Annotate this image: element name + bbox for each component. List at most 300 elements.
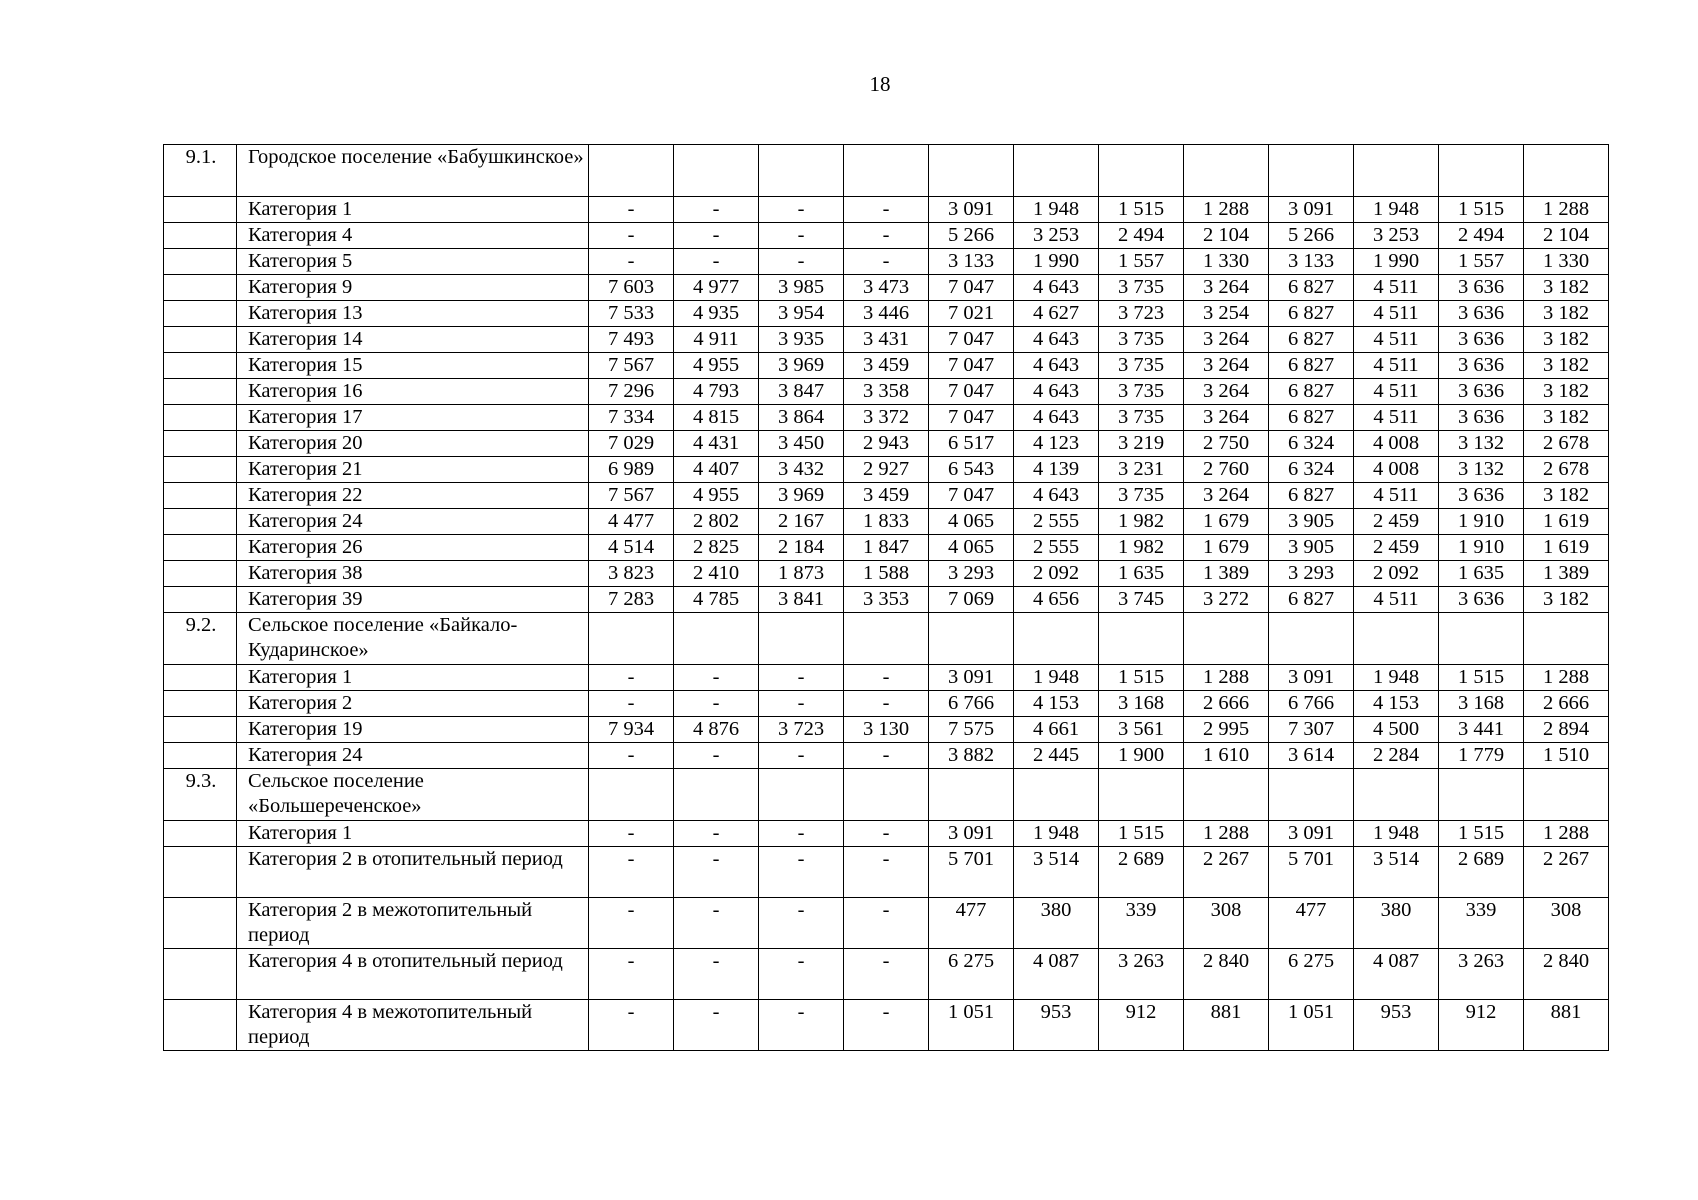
value-cell: 4 511 [1354, 327, 1439, 353]
value-cell: 3 091 [1269, 197, 1354, 223]
value-cell: 477 [929, 898, 1014, 949]
value-cell: 3 723 [759, 717, 844, 743]
value-cell: 7 069 [929, 587, 1014, 613]
value-cell: 2 410 [674, 561, 759, 587]
empty-cell [164, 197, 237, 223]
value-cell: 3 293 [929, 561, 1014, 587]
value-cell: 7 334 [589, 405, 674, 431]
value-cell: 7 934 [589, 717, 674, 743]
value-cell: 4 008 [1354, 457, 1439, 483]
table-row [164, 717, 1609, 743]
value-cell: - [674, 949, 759, 1000]
value-cell: 1 515 [1099, 665, 1184, 691]
value-cell: 3 561 [1099, 717, 1184, 743]
value-cell: - [759, 223, 844, 249]
category-label: Категория 4 [237, 223, 589, 249]
value-cell: 6 827 [1269, 483, 1354, 509]
value-cell: 912 [1099, 1000, 1184, 1051]
value-cell: 4 643 [1014, 327, 1099, 353]
value-cell: - [844, 249, 929, 275]
value-cell: 881 [1184, 1000, 1269, 1051]
value-cell: 4 153 [1354, 691, 1439, 717]
value-cell: 3 735 [1099, 275, 1184, 301]
value-cell: 4 643 [1014, 483, 1099, 509]
section-row [164, 769, 1609, 821]
value-cell: 4 065 [929, 535, 1014, 561]
value-cell: 4 656 [1014, 587, 1099, 613]
value-cell: 3 132 [1439, 431, 1524, 457]
value-cell: 1 948 [1354, 197, 1439, 223]
value-cell: 7 047 [929, 327, 1014, 353]
value-cell: 3 253 [1014, 223, 1099, 249]
empty-cell [929, 613, 1014, 665]
empty-cell [1269, 613, 1354, 665]
value-cell: 3 431 [844, 327, 929, 353]
category-label: Категория 15 [237, 353, 589, 379]
category-label: Категория 17 [237, 405, 589, 431]
value-cell: - [759, 847, 844, 898]
empty-cell [1269, 145, 1354, 197]
value-cell: 3 091 [1269, 821, 1354, 847]
value-cell: 2 689 [1439, 847, 1524, 898]
value-cell: 308 [1524, 898, 1609, 949]
value-cell: 2 267 [1524, 847, 1609, 898]
category-label: Категория 26 [237, 535, 589, 561]
value-cell: 7 307 [1269, 717, 1354, 743]
category-label: Категория 2 в межотопительный период [237, 898, 589, 949]
value-cell: 3 735 [1099, 353, 1184, 379]
value-cell: 2 995 [1184, 717, 1269, 743]
empty-cell [164, 847, 237, 898]
value-cell: 3 446 [844, 301, 929, 327]
value-cell: 1 330 [1184, 249, 1269, 275]
value-cell: 3 636 [1439, 327, 1524, 353]
empty-cell [164, 587, 237, 613]
empty-cell [164, 327, 237, 353]
category-label: Категория 13 [237, 301, 589, 327]
category-label: Категория 16 [237, 379, 589, 405]
value-cell: 5 701 [1269, 847, 1354, 898]
value-cell: 2 840 [1184, 949, 1269, 1000]
value-cell: 3 133 [929, 249, 1014, 275]
value-cell: 4 087 [1354, 949, 1439, 1000]
empty-cell [1099, 145, 1184, 197]
value-cell: 3 514 [1354, 847, 1439, 898]
value-cell: 4 911 [674, 327, 759, 353]
value-cell: - [844, 898, 929, 949]
empty-cell [164, 301, 237, 327]
empty-cell [1439, 769, 1524, 821]
empty-cell [1184, 613, 1269, 665]
value-cell: - [844, 949, 929, 1000]
table-row [164, 821, 1609, 847]
category-label: Категория 24 [237, 743, 589, 769]
value-cell: 4 514 [589, 535, 674, 561]
value-cell: 2 802 [674, 509, 759, 535]
value-cell: 3 735 [1099, 327, 1184, 353]
category-label: Категория 22 [237, 483, 589, 509]
value-cell: 953 [1354, 1000, 1439, 1051]
section-number: 9.2. [164, 613, 237, 665]
value-cell: 3 450 [759, 431, 844, 457]
value-cell: 3 264 [1184, 483, 1269, 509]
value-cell: 6 827 [1269, 327, 1354, 353]
value-cell: 3 745 [1099, 587, 1184, 613]
value-cell: - [759, 1000, 844, 1051]
value-cell: 3 182 [1524, 587, 1609, 613]
section-row [164, 613, 1609, 665]
value-cell: 1 635 [1439, 561, 1524, 587]
value-cell: - [759, 821, 844, 847]
value-cell: 3 985 [759, 275, 844, 301]
value-cell: 2 092 [1014, 561, 1099, 587]
value-cell: 3 182 [1524, 301, 1609, 327]
category-label: Категория 9 [237, 275, 589, 301]
value-cell: 1 982 [1099, 535, 1184, 561]
value-cell: 339 [1439, 898, 1524, 949]
value-cell: 4 876 [674, 717, 759, 743]
value-cell: 4 935 [674, 301, 759, 327]
category-label: Категория 38 [237, 561, 589, 587]
empty-cell [1524, 613, 1609, 665]
value-cell: - [844, 691, 929, 717]
value-cell: 2 555 [1014, 509, 1099, 535]
empty-cell [674, 145, 759, 197]
value-cell: 1 619 [1524, 509, 1609, 535]
value-cell: 7 493 [589, 327, 674, 353]
empty-cell [164, 405, 237, 431]
value-cell: 3 636 [1439, 483, 1524, 509]
category-label: Категория 5 [237, 249, 589, 275]
value-cell: 4 955 [674, 483, 759, 509]
value-cell: 6 766 [929, 691, 1014, 717]
empty-cell [164, 743, 237, 769]
value-cell: 3 168 [1439, 691, 1524, 717]
value-cell: 1 779 [1439, 743, 1524, 769]
value-cell: 6 324 [1269, 431, 1354, 457]
empty-cell [759, 145, 844, 197]
empty-cell [164, 353, 237, 379]
value-cell: 1 557 [1099, 249, 1184, 275]
empty-cell [1354, 769, 1439, 821]
value-cell: - [674, 847, 759, 898]
table-row [164, 847, 1609, 898]
value-cell: 4 511 [1354, 405, 1439, 431]
empty-cell [844, 145, 929, 197]
value-cell: 1 900 [1099, 743, 1184, 769]
value-cell: 1 635 [1099, 561, 1184, 587]
value-cell: 3 735 [1099, 405, 1184, 431]
empty-cell [1014, 613, 1099, 665]
value-cell: 2 092 [1354, 561, 1439, 587]
value-cell: 3 636 [1439, 379, 1524, 405]
table-body [164, 145, 1609, 1051]
empty-cell [164, 275, 237, 301]
empty-cell [1354, 145, 1439, 197]
value-cell: 1 288 [1184, 665, 1269, 691]
value-cell: 4 815 [674, 405, 759, 431]
table-row [164, 379, 1609, 405]
value-cell: 7 575 [929, 717, 1014, 743]
empty-cell [1014, 145, 1099, 197]
category-label: Категория 4 в межотопительный период [237, 1000, 589, 1051]
value-cell: - [844, 847, 929, 898]
value-cell: 1 873 [759, 561, 844, 587]
category-label: Категория 1 [237, 821, 589, 847]
section-title: Сельское поселение «Большереченское» [237, 769, 589, 821]
value-cell: 2 943 [844, 431, 929, 457]
value-cell: 3 182 [1524, 275, 1609, 301]
value-cell: 1 679 [1184, 509, 1269, 535]
value-cell: 6 827 [1269, 301, 1354, 327]
value-cell: 3 905 [1269, 509, 1354, 535]
value-cell: 7 567 [589, 353, 674, 379]
table-row [164, 949, 1609, 1000]
value-cell: 2 459 [1354, 535, 1439, 561]
value-cell: 477 [1269, 898, 1354, 949]
value-cell: - [674, 223, 759, 249]
empty-cell [929, 769, 1014, 821]
value-cell: - [844, 197, 929, 223]
value-cell: 3 130 [844, 717, 929, 743]
value-cell: - [589, 197, 674, 223]
value-cell: 4 500 [1354, 717, 1439, 743]
value-cell: 1 288 [1184, 821, 1269, 847]
empty-cell [164, 1000, 237, 1051]
value-cell: 3 263 [1099, 949, 1184, 1000]
tariff-table [163, 144, 1609, 1051]
value-cell: 3 441 [1439, 717, 1524, 743]
table-row [164, 691, 1609, 717]
value-cell: 6 543 [929, 457, 1014, 483]
empty-cell [164, 249, 237, 275]
value-cell: 3 264 [1184, 327, 1269, 353]
value-cell: - [759, 743, 844, 769]
empty-cell [164, 821, 237, 847]
table-row [164, 509, 1609, 535]
value-cell: 4 977 [674, 275, 759, 301]
value-cell: 1 982 [1099, 509, 1184, 535]
value-cell: 5 701 [929, 847, 1014, 898]
section-row [164, 145, 1609, 197]
value-cell: 2 678 [1524, 431, 1609, 457]
empty-cell [164, 535, 237, 561]
value-cell: 3 969 [759, 483, 844, 509]
section-title: Городское поселение «Бабушкинское» [237, 145, 589, 197]
value-cell: 1 288 [1524, 197, 1609, 223]
value-cell: 1 619 [1524, 535, 1609, 561]
table-row [164, 665, 1609, 691]
category-label: Категория 2 в отопительный период [237, 847, 589, 898]
value-cell: 3 882 [929, 743, 1014, 769]
value-cell: 3 272 [1184, 587, 1269, 613]
empty-cell [164, 898, 237, 949]
value-cell: 7 047 [929, 353, 1014, 379]
value-cell: 3 905 [1269, 535, 1354, 561]
value-cell: - [674, 197, 759, 223]
value-cell: 1 515 [1439, 665, 1524, 691]
value-cell: 4 511 [1354, 275, 1439, 301]
value-cell: 3 264 [1184, 353, 1269, 379]
value-cell: - [674, 898, 759, 949]
section-title: Сельское поселение «Байкало-Кударинское» [237, 613, 589, 665]
empty-cell [164, 431, 237, 457]
value-cell: 3 614 [1269, 743, 1354, 769]
empty-cell [1439, 613, 1524, 665]
value-cell: 4 065 [929, 509, 1014, 535]
value-cell: 3 636 [1439, 587, 1524, 613]
value-cell: 5 266 [929, 223, 1014, 249]
value-cell: 3 132 [1439, 457, 1524, 483]
value-cell: 4 643 [1014, 353, 1099, 379]
value-cell: 1 515 [1099, 821, 1184, 847]
value-cell: 1 910 [1439, 535, 1524, 561]
value-cell: 3 823 [589, 561, 674, 587]
value-cell: - [589, 249, 674, 275]
empty-cell [1439, 145, 1524, 197]
value-cell: 3 182 [1524, 483, 1609, 509]
table-row [164, 405, 1609, 431]
value-cell: 380 [1354, 898, 1439, 949]
category-label: Категория 19 [237, 717, 589, 743]
value-cell: 2 555 [1014, 535, 1099, 561]
value-cell: 3 969 [759, 353, 844, 379]
value-cell: 6 766 [1269, 691, 1354, 717]
table-row [164, 561, 1609, 587]
value-cell: 4 431 [674, 431, 759, 457]
value-cell: 2 494 [1099, 223, 1184, 249]
empty-cell [164, 483, 237, 509]
value-cell: - [674, 1000, 759, 1051]
value-cell: 4 139 [1014, 457, 1099, 483]
value-cell: 4 087 [1014, 949, 1099, 1000]
value-cell: 3 091 [929, 197, 1014, 223]
value-cell: 339 [1099, 898, 1184, 949]
value-cell: 1 051 [1269, 1000, 1354, 1051]
table-row [164, 535, 1609, 561]
table-row [164, 457, 1609, 483]
value-cell: 3 231 [1099, 457, 1184, 483]
value-cell: 3 182 [1524, 405, 1609, 431]
value-cell: 4 008 [1354, 431, 1439, 457]
table-row [164, 743, 1609, 769]
value-cell: 3 254 [1184, 301, 1269, 327]
value-cell: 7 047 [929, 275, 1014, 301]
value-cell: 3 514 [1014, 847, 1099, 898]
value-cell: 912 [1439, 1000, 1524, 1051]
category-label: Категория 20 [237, 431, 589, 457]
value-cell: - [589, 691, 674, 717]
value-cell: 2 825 [674, 535, 759, 561]
value-cell: - [674, 691, 759, 717]
value-cell: 1 515 [1099, 197, 1184, 223]
empty-cell [164, 949, 237, 1000]
empty-cell [844, 613, 929, 665]
table-row [164, 223, 1609, 249]
value-cell: 1 990 [1014, 249, 1099, 275]
category-label: Категория 14 [237, 327, 589, 353]
value-cell: 4 511 [1354, 379, 1439, 405]
value-cell: 7 047 [929, 379, 1014, 405]
value-cell: - [589, 949, 674, 1000]
empty-cell [674, 613, 759, 665]
value-cell: 2 678 [1524, 457, 1609, 483]
value-cell: 1 910 [1439, 509, 1524, 535]
table-row [164, 301, 1609, 327]
value-cell: 2 689 [1099, 847, 1184, 898]
value-cell: - [589, 847, 674, 898]
value-cell: - [589, 898, 674, 949]
value-cell: 4 407 [674, 457, 759, 483]
section-number: 9.3. [164, 769, 237, 821]
table-row [164, 898, 1609, 949]
value-cell: 1 515 [1439, 197, 1524, 223]
value-cell: 4 511 [1354, 587, 1439, 613]
value-cell: - [759, 949, 844, 1000]
value-cell: 7 603 [589, 275, 674, 301]
value-cell: 7 283 [589, 587, 674, 613]
value-cell: 4 511 [1354, 353, 1439, 379]
value-cell: 881 [1524, 1000, 1609, 1051]
table-row [164, 587, 1609, 613]
empty-cell [164, 691, 237, 717]
value-cell: 1 557 [1439, 249, 1524, 275]
empty-cell [164, 717, 237, 743]
value-cell: 2 666 [1524, 691, 1609, 717]
value-cell: 3 459 [844, 483, 929, 509]
value-cell: 2 104 [1184, 223, 1269, 249]
category-label: Категория 4 в отопительный период [237, 949, 589, 1000]
value-cell: 4 477 [589, 509, 674, 535]
value-cell: 1 610 [1184, 743, 1269, 769]
value-cell: 1 588 [844, 561, 929, 587]
value-cell: 2 760 [1184, 457, 1269, 483]
empty-cell [589, 145, 674, 197]
value-cell: 7 567 [589, 483, 674, 509]
category-label: Категория 21 [237, 457, 589, 483]
value-cell: 3 735 [1099, 483, 1184, 509]
value-cell: 3 263 [1439, 949, 1524, 1000]
value-cell: 4 627 [1014, 301, 1099, 327]
value-cell: 3 954 [759, 301, 844, 327]
value-cell: 7 029 [589, 431, 674, 457]
value-cell: 2 494 [1439, 223, 1524, 249]
category-label: Категория 2 [237, 691, 589, 717]
value-cell: 3 264 [1184, 275, 1269, 301]
value-cell: 1 330 [1524, 249, 1609, 275]
value-cell: - [844, 743, 929, 769]
section-number: 9.1. [164, 145, 237, 197]
value-cell: 3 372 [844, 405, 929, 431]
empty-cell [164, 509, 237, 535]
value-cell: 2 894 [1524, 717, 1609, 743]
value-cell: 4 511 [1354, 483, 1439, 509]
value-cell: - [674, 665, 759, 691]
table-row [164, 483, 1609, 509]
value-cell: - [589, 743, 674, 769]
value-cell: 3 358 [844, 379, 929, 405]
value-cell: 1 847 [844, 535, 929, 561]
empty-cell [759, 613, 844, 665]
empty-cell [1099, 613, 1184, 665]
value-cell: 3 847 [759, 379, 844, 405]
value-cell: 953 [1014, 1000, 1099, 1051]
empty-cell [1524, 145, 1609, 197]
value-cell: 3 636 [1439, 275, 1524, 301]
value-cell: 4 123 [1014, 431, 1099, 457]
value-cell: 3 168 [1099, 691, 1184, 717]
empty-cell [1099, 769, 1184, 821]
